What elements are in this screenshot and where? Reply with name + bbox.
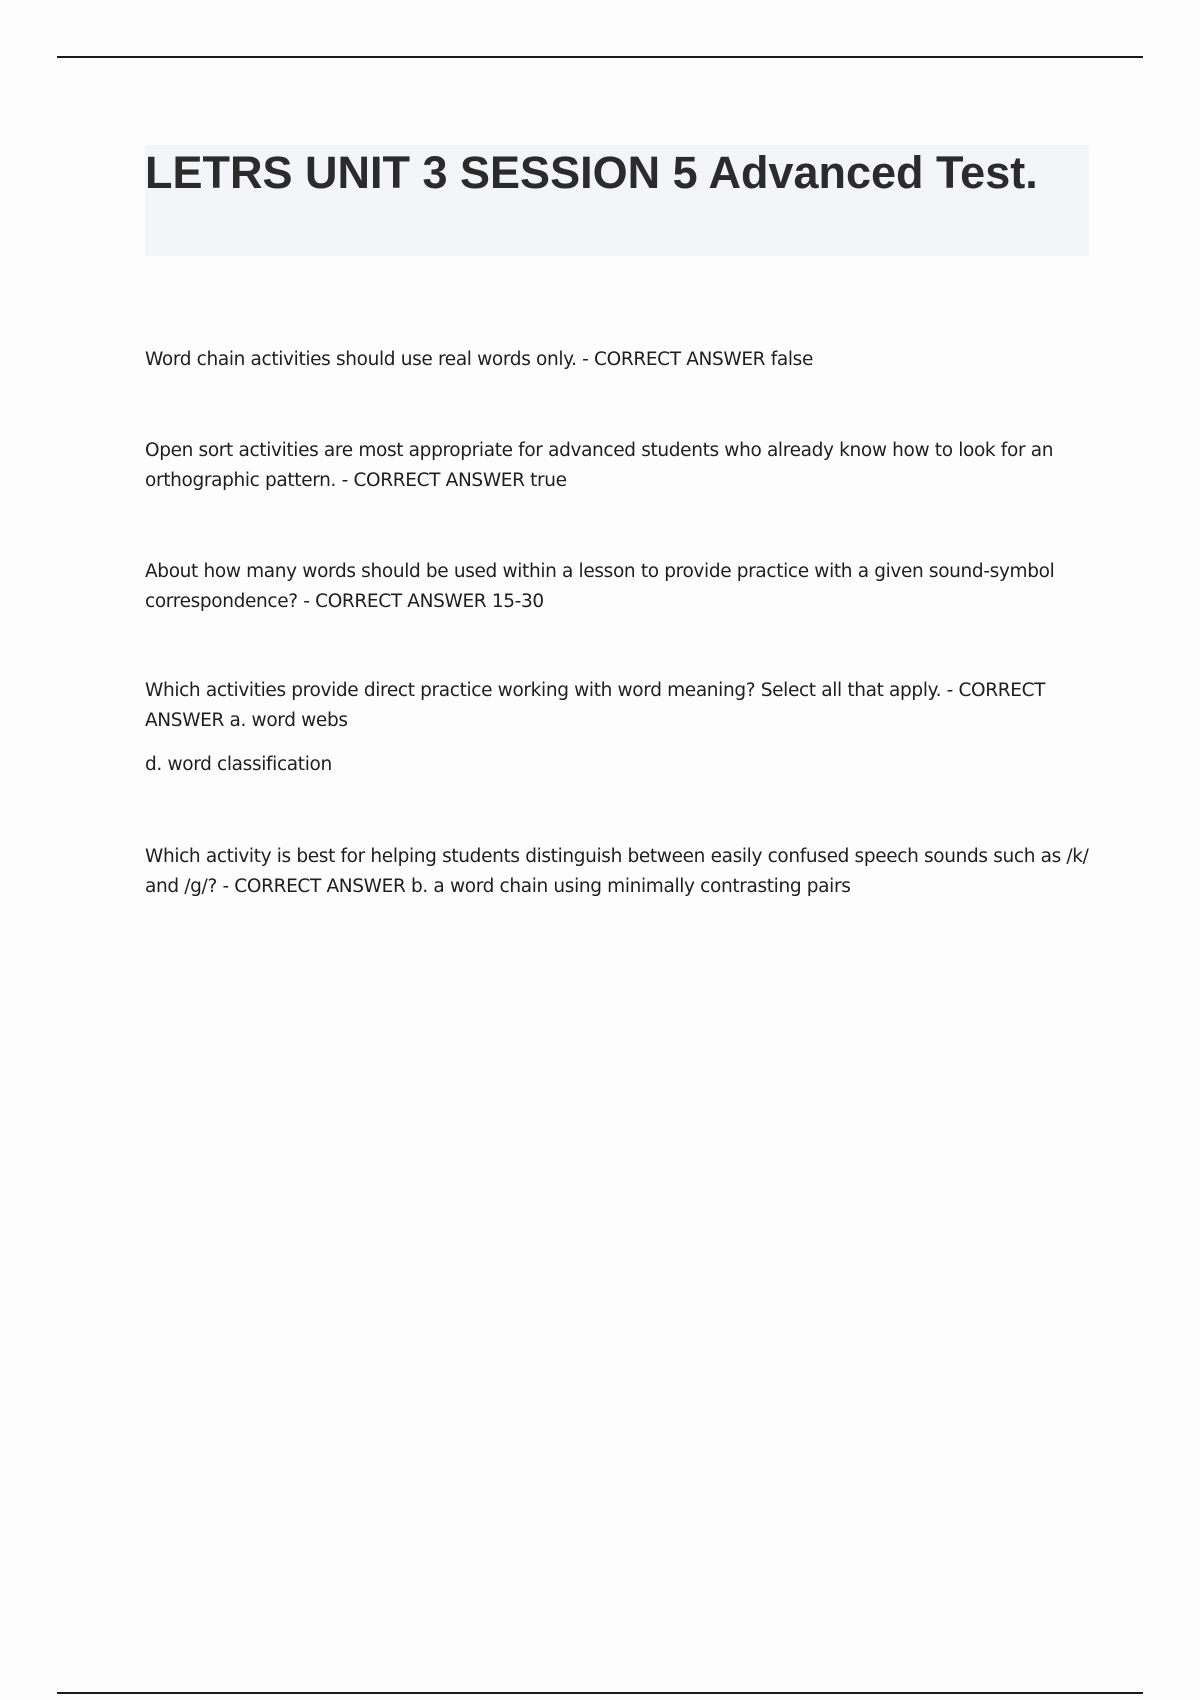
- top-divider: [57, 56, 1143, 58]
- question-answer-5: Which activity is best for helping students distinguish between easily confused speech sounds such as /k/ and /g/? - CORRECT ANSWER b. a word chain using minimally contrasting pairs: [145, 846, 1089, 897]
- question-answer-1: Word chain activities should use real words only. - CORRECT ANSWER false: [145, 349, 813, 370]
- title-band: [145, 145, 1089, 256]
- document-title: LETRS UNIT 3 SESSION 5 Advanced Test.: [145, 147, 1038, 198]
- bottom-divider: [57, 1692, 1143, 1694]
- question-answer-4-continuation: d. word classification: [145, 754, 332, 775]
- question-answer-3: About how many words should be used within a lesson to provide practice with a given sound-symbol correspondence? - CORRECT ANSWER 15-30: [145, 561, 1055, 612]
- question-answer-4: Which activities provide direct practice working with word meaning? Select all that apply. - CORRECT ANSWER a. word webs: [145, 680, 1046, 731]
- question-answer-2: Open sort activities are most appropriate for advanced students who already know how to look for an orthographic pattern. - CORRECT ANSWER true: [145, 440, 1054, 491]
